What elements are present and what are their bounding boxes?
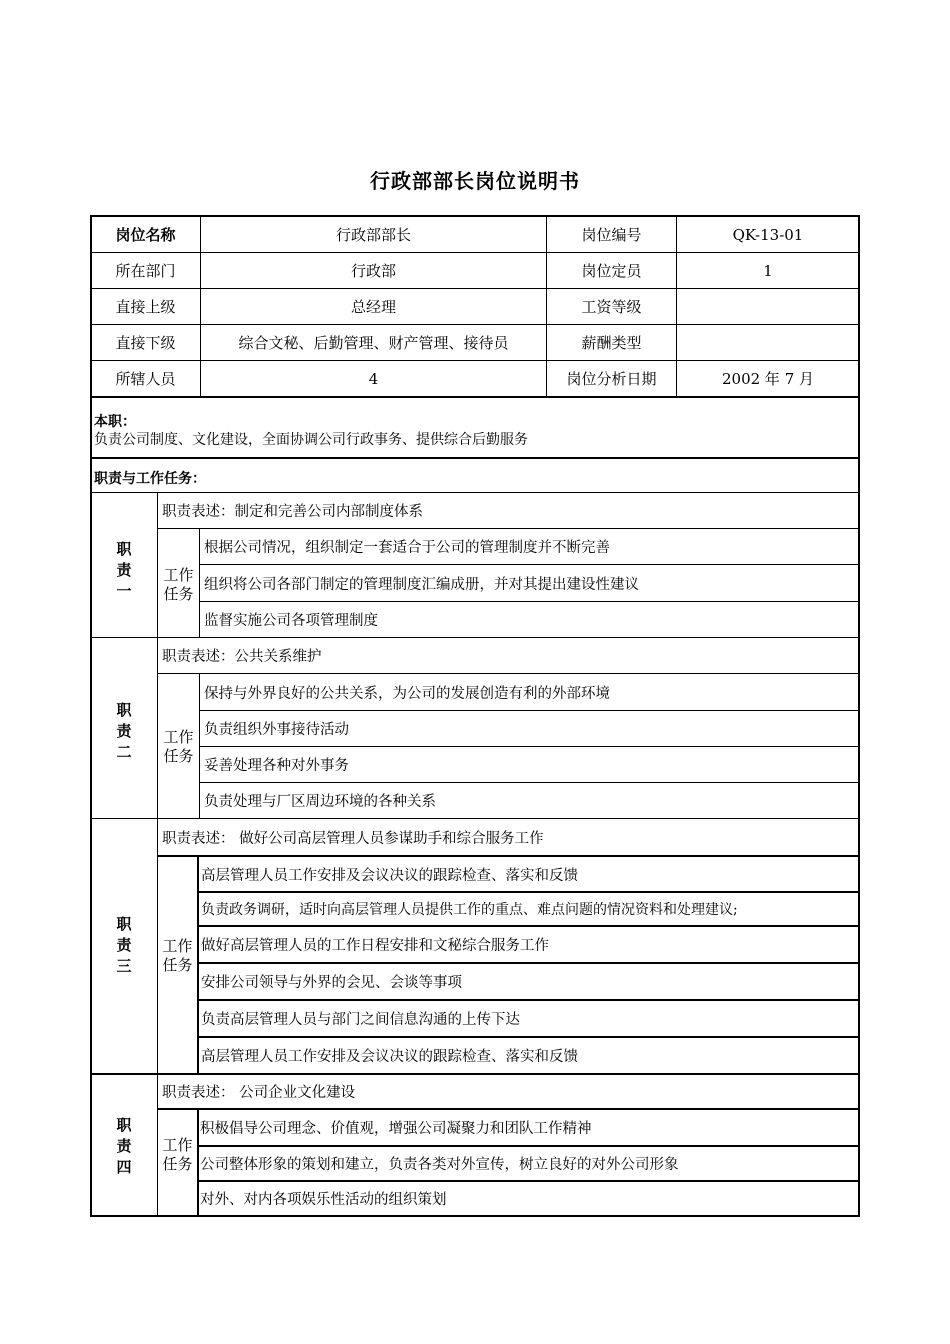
responsibility-4-label: 职 责 四 bbox=[116, 1116, 132, 1176]
label-direct-superior: 直接上级 bbox=[115, 298, 176, 316]
value-direct-superior: 总经理 bbox=[350, 298, 396, 316]
label-department: 所在部门 bbox=[115, 262, 176, 280]
grid-line bbox=[91, 457, 859, 459]
responsibility-2-statement: 职责表述：公共关系维护 bbox=[162, 649, 322, 665]
task-item: 组织将公司各部门制定的管理制度汇编成册，并对其提出建设性建议 bbox=[204, 576, 639, 593]
responsibility-3-statement: 职责表述： 做好公司高层管理人员参谋助手和综合服务工作 bbox=[162, 830, 544, 847]
responsibility-1-statement: 职责表述：制定和完善公司内部制度体系 bbox=[162, 504, 423, 520]
label-position-name: 岗位名称 bbox=[115, 226, 176, 244]
task-item: 负责处理与厂区周边环境的各种关系 bbox=[204, 794, 436, 810]
task-item: 负责高层管理人员与部门之间信息沟通的上传下达 bbox=[201, 1012, 520, 1028]
grid-line bbox=[197, 855, 199, 1073]
label-salary-grade: 工资等级 bbox=[581, 298, 642, 316]
task-item: 做好高层管理人员的工作日程安排和文秘综合服务工作 bbox=[201, 938, 549, 954]
duty-text: 负责公司制度、文化建设，全面协调公司行政事务、提供综合后勤服务 bbox=[94, 432, 528, 448]
value-salary-grade bbox=[677, 289, 859, 324]
task-item: 高层管理人员工作安排及会议决议的跟踪检查、落实和反馈 bbox=[201, 1049, 578, 1065]
responsibility-3-label: 职 责 三 bbox=[116, 915, 132, 975]
value-position-code: QK-13-01 bbox=[732, 225, 804, 244]
task-item: 妥善处理各种对外事务 bbox=[204, 758, 349, 774]
duty-heading: 本职： bbox=[94, 414, 136, 430]
value-headcount: 1 bbox=[763, 261, 773, 280]
task-item: 高层管理人员工作安排及会议决议的跟踪检查、落实和反馈 bbox=[201, 867, 578, 884]
task-item: 负责政务调研，适时向高层管理人员提供工作的重点、难点问题的情况资料和处理建议; bbox=[201, 902, 738, 918]
tasks-heading: 职责与工作任务： bbox=[94, 471, 206, 487]
task-item: 根据公司情况，组织制定一套适合于公司的管理制度并不断完善 bbox=[204, 540, 610, 556]
grid-line bbox=[199, 673, 200, 818]
work-tasks-label: 工作 任务 bbox=[163, 728, 194, 765]
label-position-code: 岗位编号 bbox=[581, 226, 642, 244]
label-analysis-date: 岗位分析日期 bbox=[566, 370, 657, 388]
task-item: 监督实施公司各项管理制度 bbox=[204, 613, 378, 629]
task-item: 公司整体形象的策划和建立，负责各类对外宣传，树立良好的对外公司形象 bbox=[200, 1157, 679, 1173]
label-pay-type: 薪酬类型 bbox=[581, 334, 642, 352]
responsibility-1-label: 职 责 一 bbox=[116, 540, 132, 600]
value-position-name: 行政部部长 bbox=[335, 226, 411, 244]
task-item: 安排公司领导与外界的会见、会谈等事项 bbox=[201, 975, 462, 991]
value-department: 行政部 bbox=[350, 262, 396, 280]
task-item: 积极倡导公司理念、价值观，增强公司凝聚力和团队工作精神 bbox=[200, 1121, 592, 1137]
grid-line bbox=[197, 1108, 199, 1216]
value-staff-count: 4 bbox=[368, 369, 379, 388]
responsibility-4-statement: 职责表述： 公司企业文化建设 bbox=[162, 1085, 356, 1101]
value-direct-subordinates: 综合文秘、后勤管理、财产管理、接待员 bbox=[238, 334, 509, 352]
page-title: 行政部部长岗位说明书 bbox=[370, 169, 580, 193]
task-item: 保持与外界良好的公共关系，为公司的发展创造有利的外部环境 bbox=[204, 685, 610, 702]
label-direct-subordinates: 直接下级 bbox=[115, 334, 176, 352]
task-item: 对外、对内各项娱乐性活动的组织策划 bbox=[200, 1192, 447, 1208]
label-staff-count: 所辖人员 bbox=[115, 370, 176, 388]
responsibility-2-label: 职 责 二 bbox=[116, 701, 132, 761]
value-analysis-date: 2002 年 7 月 bbox=[721, 370, 815, 388]
grid-line bbox=[91, 396, 859, 398]
work-tasks-label: 工作 任务 bbox=[162, 1136, 193, 1173]
work-tasks-label: 工作 任务 bbox=[162, 937, 193, 974]
grid-line bbox=[199, 528, 200, 637]
label-headcount: 岗位定员 bbox=[581, 262, 642, 280]
value-pay-type bbox=[677, 325, 859, 360]
task-item: 负责组织外事接待活动 bbox=[204, 722, 349, 738]
work-tasks-label: 工作 任务 bbox=[163, 566, 194, 603]
